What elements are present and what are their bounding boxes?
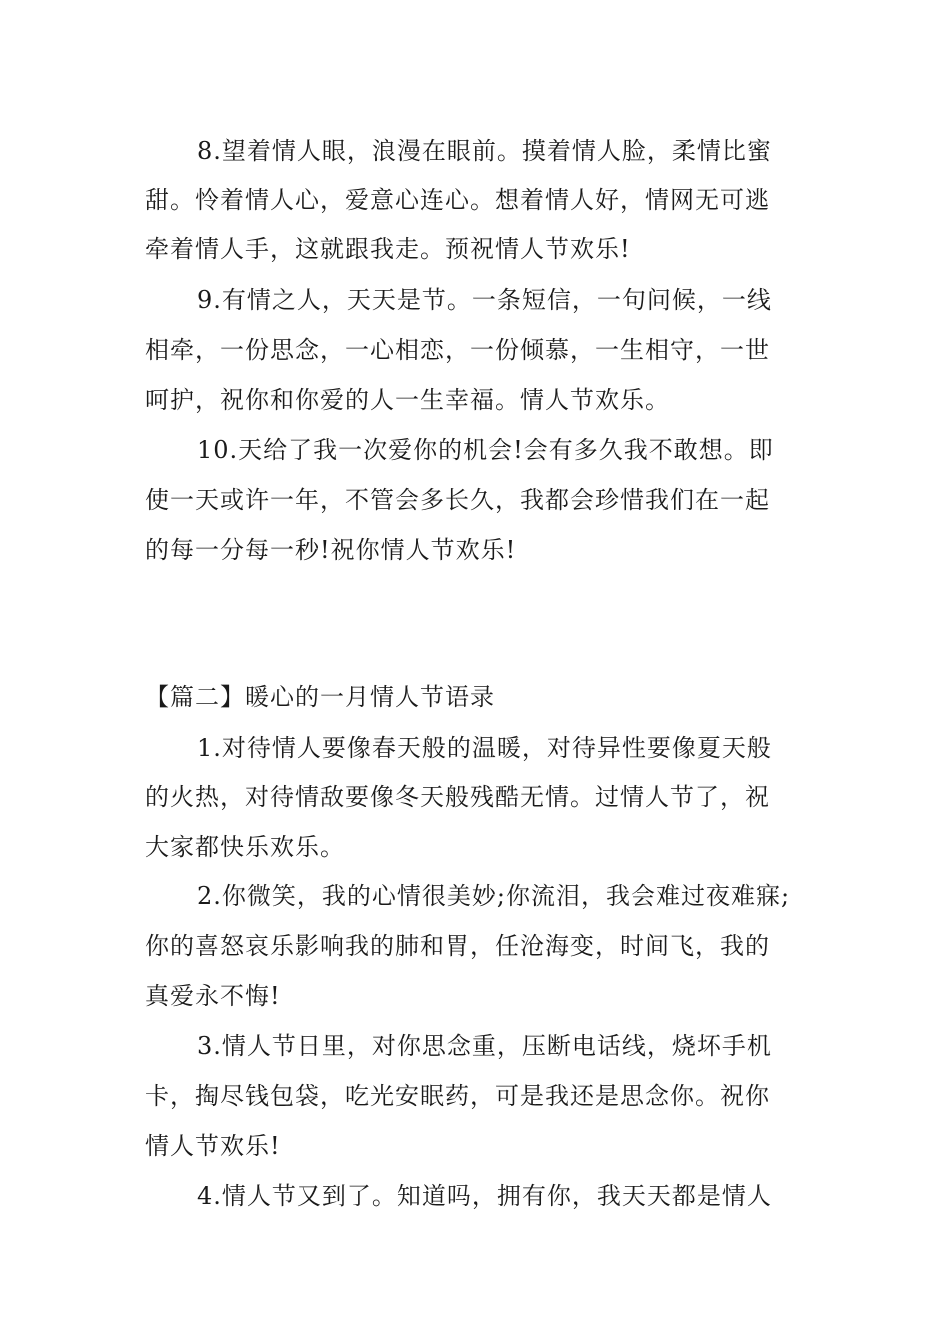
paragraph-line: 9.有情之人，天天是节。一条短信，一句问候，一线 bbox=[197, 286, 772, 314]
paragraph-line: 4.情人节又到了。知道吗，拥有你，我天天都是情人 bbox=[197, 1182, 772, 1210]
paragraph-line: 卡，掏尽钱包袋，吃光安眠药，可是我还是思念你。祝你 bbox=[145, 1082, 770, 1110]
paragraph-line: 情人节欢乐! bbox=[145, 1132, 281, 1160]
paragraph-line: 2.你微笑，我的心情很美妙;你流泪，我会难过夜难寐; bbox=[197, 882, 791, 910]
section-heading: 【篇二】暖心的一月情人节语录 bbox=[145, 683, 495, 711]
paragraph-line: 甜。怜着情人心，爱意心连心。想着情人好，情网无可逃 bbox=[145, 186, 770, 214]
paragraph-line: 真爱永不悔! bbox=[145, 982, 281, 1010]
paragraph-line: 10.天给了我一次爱你的机会!会有多久我不敢想。即 bbox=[197, 436, 774, 464]
paragraph-line: 3.情人节日里，对你思念重，压断电话线，烧坏手机 bbox=[197, 1032, 772, 1060]
paragraph-line: 的火热，对待情敌要像冬天般残酷无情。过情人节了，祝 bbox=[145, 783, 770, 811]
paragraph-line: 你的喜怒哀乐影响我的肺和胃，任沧海变，时间飞，我的 bbox=[145, 932, 770, 960]
paragraph-line: 1.对待情人要像春天般的温暖，对待异性要像夏天般 bbox=[197, 734, 772, 762]
paragraph-line: 相牵，一份思念，一心相恋，一份倾慕，一生相守，一世 bbox=[145, 336, 770, 364]
paragraph-line: 呵护，祝你和你爱的人一生幸福。情人节欢乐。 bbox=[145, 386, 670, 414]
paragraph-line: 牵着情人手，这就跟我走。预祝情人节欢乐! bbox=[145, 235, 631, 263]
paragraph-line: 使一天或许一年，不管会多长久，我都会珍惜我们在一起 bbox=[145, 486, 770, 514]
paragraph-line: 大家都快乐欢乐。 bbox=[145, 833, 345, 861]
paragraph-line: 8.望着情人眼，浪漫在眼前。摸着情人脸，柔情比蜜 bbox=[197, 137, 772, 165]
paragraph-line: 的每一分每一秒!祝你情人节欢乐! bbox=[145, 536, 517, 564]
